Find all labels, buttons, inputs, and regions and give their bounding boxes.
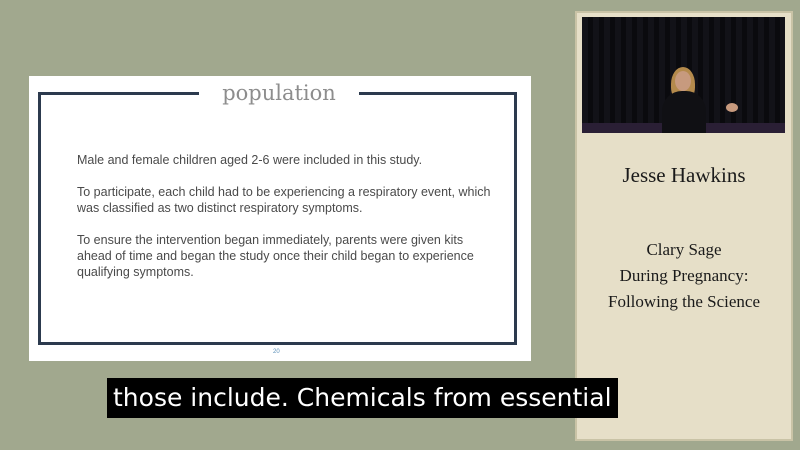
slide-paragraph: To ensure the intervention began immediately, parents were given kits ahead of time and began the study once their child began to experience qualifying symptoms.: [77, 233, 474, 279]
speaker-panel: [575, 11, 793, 441]
talk-title-line: Clary Sage: [646, 240, 722, 259]
slide-title: population: [199, 78, 359, 108]
talk-title: [577, 237, 791, 315]
speaker-body: [662, 91, 706, 133]
talk-title-line: During Pregnancy:: [619, 266, 749, 285]
slide-body: [77, 152, 497, 296]
subtitle-caption: those include. Chemicals from essential: [107, 378, 618, 418]
speaker-head: [675, 71, 691, 91]
speaker-hand: [726, 103, 738, 112]
slide-paragraph: Male and female children aged 2-6 were included in this study.: [77, 153, 423, 167]
presentation-slide: [29, 76, 531, 361]
speaker-video: [582, 17, 785, 133]
slide-paragraph: To participate, each child had to be experiencing a respiratory event, which was classified as two distinct respiratory symptoms.: [77, 185, 491, 215]
speaker-name: Jesse Hawkins: [622, 163, 746, 187]
slide-page-number: 20: [273, 349, 280, 355]
talk-title-line: Following the Science: [607, 292, 761, 311]
